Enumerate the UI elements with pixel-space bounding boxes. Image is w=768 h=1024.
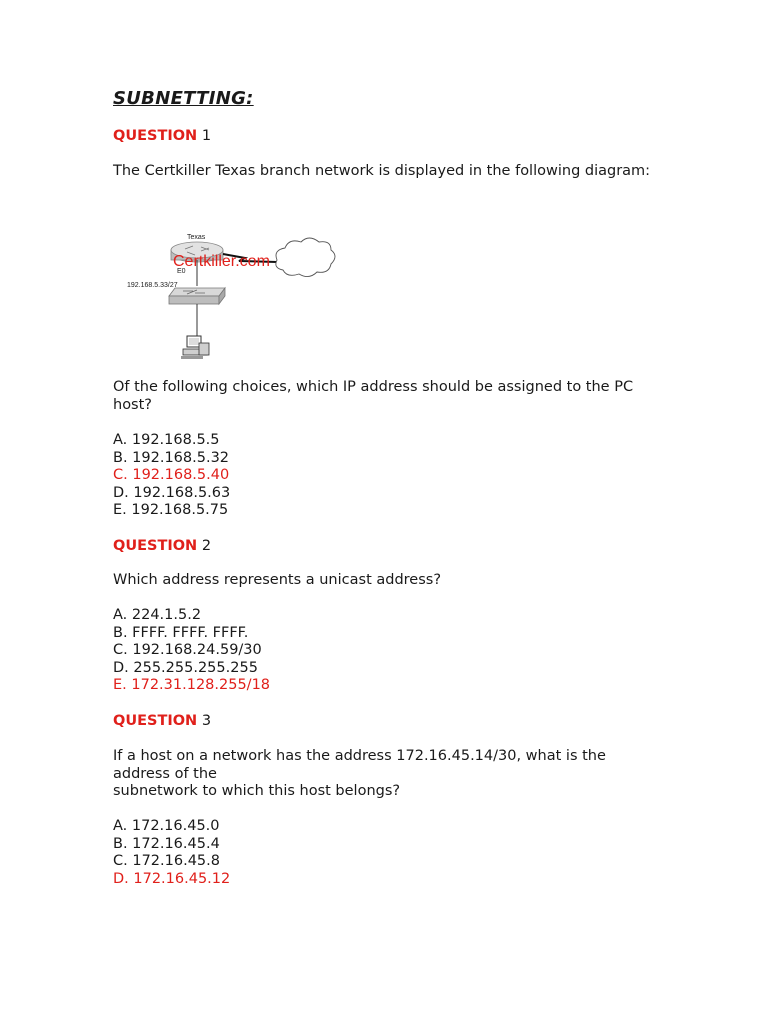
option-c: C. 172.16.45.8 <box>113 853 220 870</box>
interface-label: E0 <box>177 268 186 275</box>
question-3-options <box>113 818 230 888</box>
question-3-text <box>113 748 673 801</box>
option-a: A. 192.168.5.5 <box>113 432 220 448</box>
question-label: QUESTION <box>113 538 198 554</box>
question-1-text: The Certkiller Texas branch network is displayed in the following diagram: <box>113 163 651 179</box>
ip-label: 192.168.5.33/27 <box>127 282 178 289</box>
question-1-heading <box>113 127 211 145</box>
option-c-correct: C. 192.168.5.40 <box>113 467 230 484</box>
question-2-options <box>113 607 270 695</box>
question-number: 3 <box>201 713 212 729</box>
question-1-prompt: Of the following choices, which IP address should be assigned to the PC host? <box>113 379 634 413</box>
router-label: Texas <box>187 234 206 241</box>
option-d-correct: D. 172.16.45.12 <box>113 870 231 887</box>
question-number: 2 <box>201 538 212 554</box>
option-d: D. 192.168.5.63 <box>113 484 231 501</box>
option-d: D. 255.255.255.255 <box>113 659 258 676</box>
question-3-text-line: subnetwork to which this host belongs? <box>113 783 401 800</box>
switch-icon <box>169 288 225 304</box>
cloud-icon <box>276 238 335 277</box>
question-2-text: Which address represents a unicast address? <box>113 572 442 588</box>
question-number: 1 <box>201 128 212 144</box>
option-b: B. 172.16.45.4 <box>113 835 220 852</box>
option-e-correct: E. 172.31.128.255/18 <box>113 677 271 694</box>
page-title: SUBNETTING: <box>113 88 254 109</box>
question-2-heading <box>113 537 211 555</box>
question-1-options <box>113 432 230 520</box>
question-label: QUESTION <box>113 713 198 729</box>
watermark: Certkiller.com <box>173 253 270 270</box>
question-label: QUESTION <box>113 128 198 144</box>
pc-icon <box>181 336 209 359</box>
option-a: A. 172.16.45.0 <box>113 818 220 834</box>
question-3-heading <box>113 712 211 730</box>
option-a: A. 224.1.5.2 <box>113 607 202 623</box>
question-3-text-line: address of the <box>113 765 217 782</box>
question-3-text-line: If a host on a network has the address 172.16.45.14/30, what is the <box>113 748 606 764</box>
option-c: C. 192.168.24.59/30 <box>113 642 262 659</box>
option-b: B. FFFF. FFFF. FFFF. <box>113 624 249 641</box>
network-diagram <box>127 228 347 364</box>
option-e: E. 192.168.5.75 <box>113 502 229 519</box>
option-b: B. 192.168.5.32 <box>113 449 230 466</box>
